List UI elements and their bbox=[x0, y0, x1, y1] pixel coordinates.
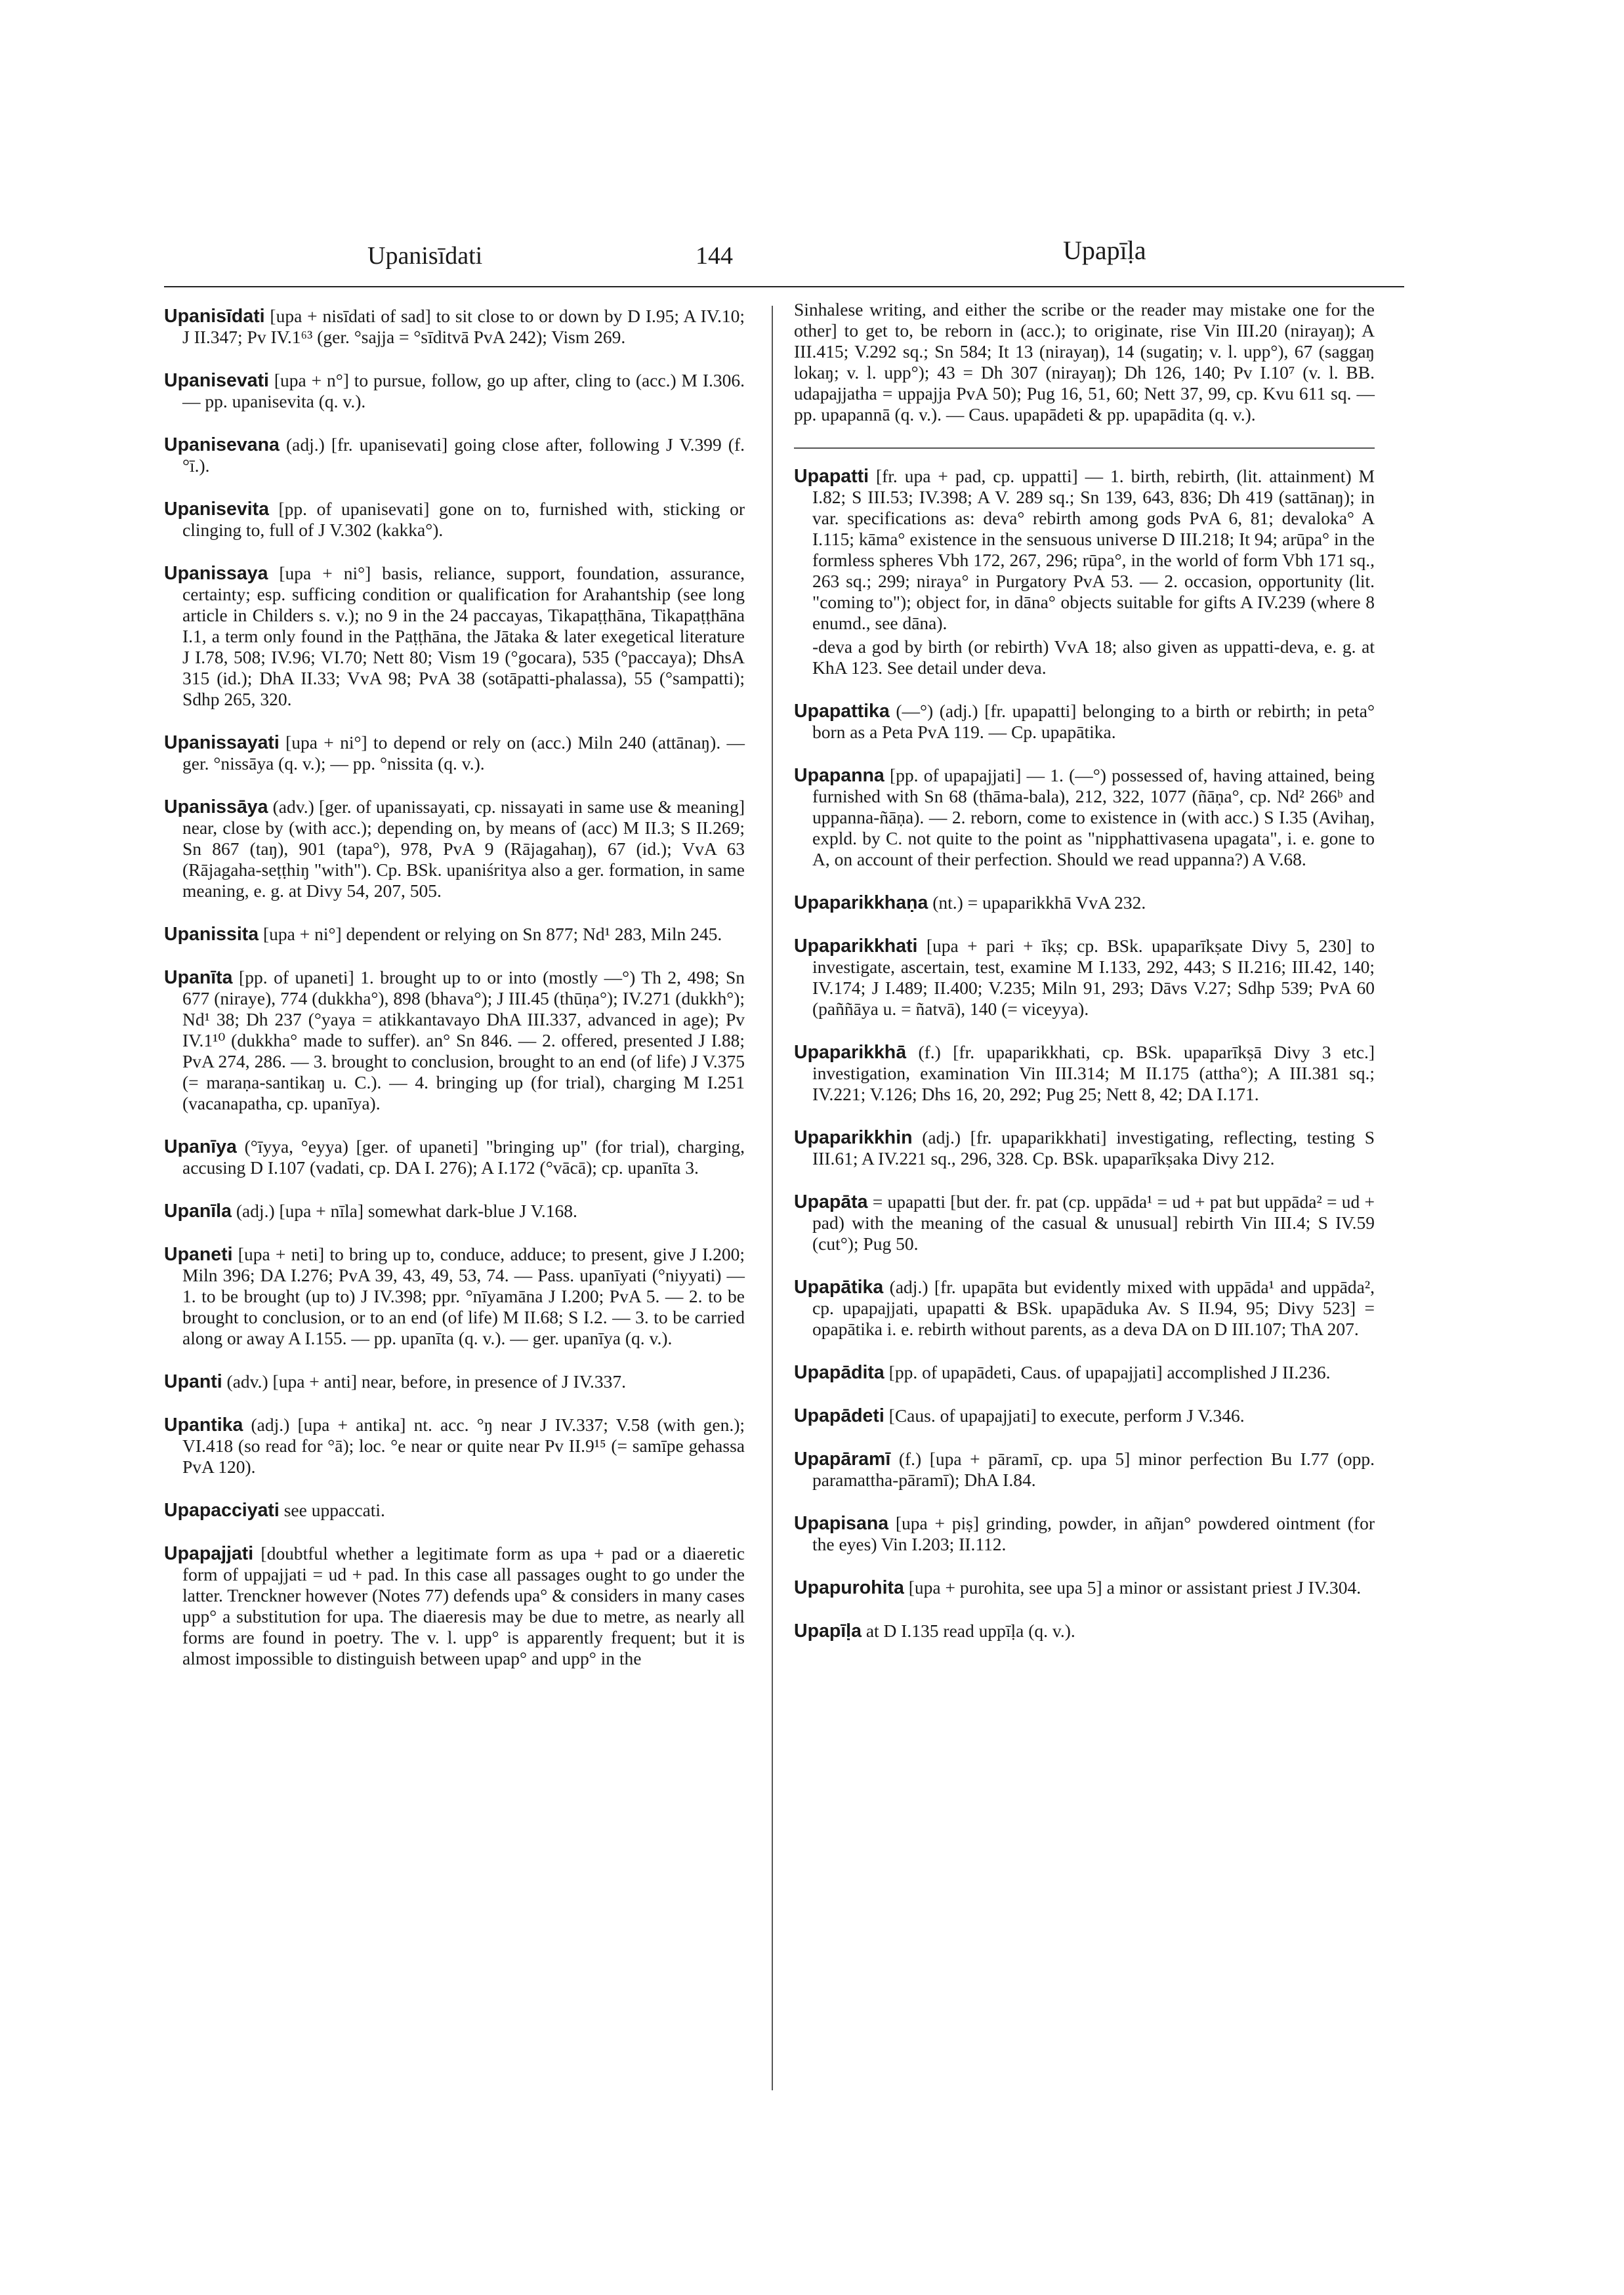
column-divider bbox=[772, 306, 773, 2090]
entry-definition: [pp. of upaneti] 1. brought up to or into (mostly —°) Th 2, 498; Sn 677 (niraye), 774 (dukkha°), 898 (bhava°); J III.45 (thūṇa°); IV.271 (dukkh°); Nd¹ 38; Dh 237 (°yaya = atikkantavayo DhA III.337, advanced in age); Pv IV.1¹⁰ (dukkha° made to suffer). an° Sn 846. — 2. offered, presented J I.88; PvA 274, 286. — 3. brought to conclusion, brought to an end (of life) J V.375 (= maraṇa-santikaŋ u. C.). — 4. bringing up (for trial), charging M I.251 (vacanapatha, cp. upanīya). bbox=[182, 967, 749, 1113]
dictionary-entry bbox=[794, 1449, 1379, 1491]
dictionary-entry bbox=[164, 434, 749, 476]
dictionary-entry bbox=[794, 1405, 1375, 1426]
entry-headword: Upanīta bbox=[164, 967, 233, 988]
dictionary-entry bbox=[794, 1621, 1375, 1642]
entry-definition: [upa + neti] to bring up to, conduce, adduce; to present, give J I.200; Miln 396; DA I.276; PvA 39, 43, 49, 53, 74. — Pass. upanīyati (°niyyati) — 1. to be brought (up to) J IV.398; ppr. °nīyamāna J I.200; PvA 5. — 2. to be brought to conclusion, or to an end (of life) M II.68; S I.2. — 3. to be carried along or away A I.155. — pp. upanīta (q. v.). — ger. upanīya (q. v.). bbox=[182, 1244, 749, 1348]
entry-definition: (adj.) [fr. upaparikkhati] investigating, reflecting, testing S III.61; A IV.221 sq., 296, 328. Cp. BSk. upaparīkṣaka Divy 212. bbox=[812, 1127, 1379, 1168]
right-column bbox=[794, 299, 1379, 1664]
first-headword-guide: Upanisīdati bbox=[367, 242, 483, 270]
entry-headword: Upapanna bbox=[794, 765, 885, 786]
entry-headword: Upapāramī bbox=[794, 1449, 891, 1470]
entry-definition: [fr. upa + pad, cp. uppatti] — 1. birth, rebirth, (lit. attainment) M I.82; S III.53; IV.398; A V. 289 sq.; Sn 139, 643, 836; Dh 419 (sattānaŋ); in var. specifications as: deva° rebirth among gods PvA 6, 81; devaloka° A I.115; kāma° existence in the sensuous universe D III.218; It 94; arūpa° in the formless spheres Vbh 172, 267, 296; rūpa°, in the world of form Vbh 171 sq., 263 sq.; 299; niraya° in Purgatory PvA 53. — 2. occasion, opportunity (lit. "coming to"); object for, in dāna° objects suitable for gifts A IV.239 (where 8 enumd., see dāna). bbox=[812, 466, 1379, 633]
entry-definition: (f.) [fr. upaparikkhati, cp. BSk. upaparīkṣā Divy 3 etc.] investigation, examination Vin III.314; M II.175 (attha°); A III.381 sq.; IV.221; V.126; Dhs 16, 20, 292; Pug 25; Nett 8, 42; DA I.171. bbox=[812, 1042, 1379, 1104]
running-head bbox=[367, 236, 1391, 281]
dictionary-entry bbox=[794, 765, 1379, 870]
dictionary-entry bbox=[164, 796, 749, 901]
entry-definition: [upa + ni°] basis, reliance, support, foundation, assurance, certainty; esp. sufficing condition or qualification for Arahantship (see long article in Childers s. v.); no 9 in the 24 paccayas, Tikapaṭṭhāna, Tikapaṭṭhāna I.1, a term only found in the Paṭṭhāna, the Jātaka & later exegetical literature J I.78, 508; IV.96; VI.70; Nett 80; Vism 19 (°gocara), 535 (°paccaya); DhsA 315 (id.); DhA II.33; VvA 98; PvA 38 (sotāpatti-phalassa), 55 (°sampatti); Sdhp 265, 320. bbox=[182, 563, 749, 709]
dictionary-entry bbox=[164, 967, 749, 1114]
entry-headword: Upanisevana bbox=[164, 434, 280, 455]
dictionary-entry bbox=[164, 306, 749, 348]
dictionary-entry bbox=[794, 1577, 1375, 1598]
dictionary-entry bbox=[164, 1201, 745, 1222]
entry-definition: (—°) (adj.) [fr. upapatti] belonging to a birth or rebirth; in peta° born as a Peta PvA 119. — Cp. upapātika. bbox=[812, 701, 1379, 742]
entry-definition: [upa + nisīdati of sad] to sit close to or down by D I.95; A IV.10; J II.347; Pv IV.1⁶³ (ger. °sajja = °sīditvā PvA 242); Vism 269. bbox=[182, 306, 749, 347]
header-rule bbox=[164, 286, 1404, 287]
entry-headword: Upaneti bbox=[164, 1244, 233, 1265]
entry-headword: Upapādeti bbox=[794, 1405, 885, 1426]
entry-headword: Upanissaya bbox=[164, 563, 268, 584]
entry-definition: [upa + n°] to pursue, follow, go up after, cling to (acc.) M I.306. — pp. upanisevita (q. v.). bbox=[182, 370, 749, 411]
entry-definition: [Caus. of upapajjati] to execute, perform J V.346. bbox=[884, 1405, 1245, 1426]
entry-definition: [upa + pari + īkṣ; cp. BSk. upaparīkṣate Divy 5, 230] to investigate, ascertain, test, examine M I.133, 292, 443; S II.216; III.42, 140; IV.174; J I.489; II.400; V.235; Miln 91, 293; Dāvs V.27; Sdhp 539; PvA 60 (paññāya u. = ñatvā), 140 (= viceyya). bbox=[812, 936, 1379, 1019]
entry-headword: Upapattika bbox=[794, 701, 890, 722]
dictionary-entry bbox=[164, 1244, 749, 1349]
entry-definition: at D I.135 read uppīḷa (q. v.). bbox=[861, 1621, 1075, 1641]
entry-definition: (adj.) [fr. upapāta but evidently mixed with uppāda¹ and uppāda², cp. upapajjati, upapatti & BSk. upapāduka Av. S II.94, 95; Divy 523] = opapātika i. e. rebirth without parents, as a deva DA on D III.107; ThA 207. bbox=[812, 1277, 1379, 1339]
entry-headword: Upanisevita bbox=[164, 499, 269, 520]
entry-headword: Upanissāya bbox=[164, 796, 268, 817]
entry-headword: Upantika bbox=[164, 1415, 243, 1436]
entry-headword: Upapīḷa bbox=[794, 1621, 862, 1642]
entry-headword: Upapurohita bbox=[794, 1577, 904, 1598]
dictionary-entry bbox=[794, 936, 1379, 1020]
entry-headword: Upapādita bbox=[794, 1362, 885, 1383]
dictionary-entry bbox=[164, 370, 749, 412]
page-number: 144 bbox=[696, 242, 733, 270]
section-rule bbox=[794, 447, 1375, 449]
dictionary-entry bbox=[164, 1136, 749, 1178]
dictionary-entry bbox=[164, 732, 749, 774]
entry-headword: Upapisana bbox=[794, 1513, 889, 1534]
entry-headword: Upapāta bbox=[794, 1191, 868, 1212]
entry-headword: Upanīla bbox=[164, 1201, 232, 1222]
dictionary-entry bbox=[164, 924, 745, 945]
entry-definition: [pp. of upanisevati] gone on to, furnished with, sticking or clinging to, full of J V.302 (kakka°). bbox=[182, 499, 749, 540]
entry-headword: Upaparikkhā bbox=[794, 1042, 907, 1063]
entry-headword: Upaparikkhin bbox=[794, 1127, 913, 1148]
entry-headword: Upaparikkhaṇa bbox=[794, 892, 928, 913]
dictionary-entry bbox=[164, 563, 749, 710]
dictionary-entry bbox=[164, 499, 749, 541]
entry-definition: (°īyya, °eyya) [ger. of upaneti] "bringing up" (for trial), charging, accusing D I.107 (vadati, cp. DA I. 276); A I.172 (°vācā); cp. upanīta 3. bbox=[182, 1136, 749, 1178]
entry-definition: (nt.) = upaparikkhā VvA 232. bbox=[928, 892, 1146, 913]
dictionary-entry bbox=[794, 1042, 1379, 1105]
entry-definition: (adv.) [upa + anti] near, before, in presence of J IV.337. bbox=[222, 1371, 627, 1392]
entry-headword: Upapatti bbox=[794, 466, 869, 487]
dictionary-entry bbox=[794, 1513, 1379, 1555]
entry-definition: [doubtful whether a legitimate form as upa + pad or a diaeretic form of uppajjati = ud + pad. In this case all passages ought to go under the latter. Trenckner however (Notes 77) defends upa° & considers in many cases upp° a substitution for upa. The diaeresis may be due to metre, as nearly all forms are found in poetry. The v. l. upp° is apparently frequent; but it is almost impossible to distinguish between upap° and upp° in the bbox=[182, 1543, 749, 1668]
entry-definition: [upa + purohita, see upa 5] a minor or assistant priest J IV.304. bbox=[904, 1577, 1362, 1598]
entry-headword: Upaparikkhati bbox=[794, 936, 918, 957]
dictionary-entry bbox=[794, 466, 1379, 678]
entry-headword: Upanti bbox=[164, 1371, 222, 1392]
dictionary-entry bbox=[164, 1500, 745, 1521]
entry-definition: [upa + piṣ] grinding, powder, in añjan° powdered ointment (for the eyes) Vin I.203; II.112. bbox=[812, 1513, 1379, 1554]
entry-definition: (f.) [upa + pāramī, cp. upa 5] minor perfection Bu I.77 (opp. paramattha-pāramī); DhA I.84. bbox=[812, 1449, 1379, 1490]
entry-definition: [pp. of upapajjati] — 1. (—°) possessed of, having attained, being furnished with Sn 68 (thāma-bala), 212, 322, 1077 (ñāṇa°, cp. Nd² 266ᵇ and uppanna-ñāṇa). — 2. reborn, come to existence in (with acc.) S I.35 (Avihaŋ, expld. by C. not quite to the point as "nipphattivasena upagata", i. e. gone to A, on account of their perfection. Should we read uppanna?) A V.68. bbox=[812, 765, 1379, 869]
entry-definition: (adj.) [upa + nīla] somewhat dark-blue J V.168. bbox=[231, 1201, 577, 1221]
dictionary-entry bbox=[164, 1415, 749, 1478]
entry-headword: Upanissayati bbox=[164, 732, 280, 753]
dictionary-entry bbox=[794, 1277, 1379, 1340]
dictionary-entry bbox=[794, 1191, 1379, 1254]
dictionary-entry bbox=[164, 1371, 745, 1392]
entry-definition: (adv.) [ger. of upanissayati, cp. nissayati in same use & meaning] near, close by (with acc.); depending on, by means of (acc) M II.3; S II.269; Sn 867 (taŋ), 901 (tapa°), 978, PvA 9 (Rājagahaŋ), 67 (id.); VvA 63 (Rājagaha-seṭṭhiŋ "with"). Cp. BSk. upaniśritya also a ger. formation, in same meaning, e. g. at Divy 54, 207, 505. bbox=[182, 796, 749, 901]
dictionary-entry bbox=[164, 1543, 749, 1669]
dictionary-entry bbox=[794, 701, 1379, 743]
dictionary-entry bbox=[794, 892, 1375, 913]
entry-definition: [upa + ni°] dependent or relying on Sn 877; Nd¹ 283, Miln 245. bbox=[259, 924, 722, 944]
entry-subentry: -deva a god by birth (or rebirth) VvA 18; also given as uppatti-deva, e. g. at KhA 123. See detail under deva. bbox=[812, 636, 1375, 678]
entry-headword: Upanīya bbox=[164, 1136, 237, 1157]
entry-definition: (adj.) [upa + antika] nt. acc. °ŋ near J IV.337; V.58 (with gen.); VI.418 (so read for °ā); loc. °e near or quite near Pv II.9¹⁵ (= samīpe gehassa PvA 120). bbox=[182, 1415, 749, 1477]
entry-headword: Upanisīdati bbox=[164, 306, 265, 327]
left-column bbox=[164, 306, 749, 1691]
entry-definition: (adj.) [fr. upanisevati] going close after, following J V.399 (f. °ī.). bbox=[182, 434, 749, 476]
entry-definition: [pp. of upapādeti, Caus. of upapajjati] accomplished J II.236. bbox=[884, 1362, 1331, 1382]
last-headword-guide: Upapīḷa bbox=[1063, 236, 1146, 265]
entry-definition: = upapatti [but der. fr. pat (cp. uppāda¹ = ud + pat but uppāda² = ud + pad) with the meaning of the casual & unusual] rebirth Vin III.4; S IV.59 (cut°); Pug 50. bbox=[812, 1191, 1379, 1254]
entry-definition: [upa + ni°] to depend or rely on (acc.) Miln 240 (attānaŋ). — ger. °nissāya (q. v.); — pp. °nissita (q. v.). bbox=[182, 732, 749, 774]
entry-definition: see uppaccati. bbox=[279, 1500, 385, 1520]
dictionary-entry bbox=[794, 1362, 1375, 1383]
entry-headword: Upapacciyati bbox=[164, 1500, 280, 1521]
entry-headword: Upanisevati bbox=[164, 370, 269, 391]
dictionary-entry bbox=[794, 1127, 1379, 1169]
entry-headword: Upapajjati bbox=[164, 1543, 254, 1564]
entry-headword: Upanissita bbox=[164, 924, 259, 945]
entry-continuation: Sinhalese writing, and either the scribe or the reader may mistake one for the other] to get to, be reborn in (acc.); to originate, rise Vin III.20 (nirayaŋ); A III.415; V.292 sq.; Sn 584; It 13 (nirayaŋ), 14 (sugatiŋ; v. l. upp°), 67 (saggaŋ lokaŋ; v. l. upp°); 43 = Dh 307 (nirayaŋ); Dh 126, 140; Pv I.10⁷ (v. l. BB. udapajjatha = uppajja PvA 50); Pug 16, 51, 60; Nett 37, 99, cp. Kvu 611 sq. — pp. upapannā (q. v.). — Caus. upapādeti & pp. upapādita (q. v.). bbox=[794, 299, 1375, 424]
entry-headword: Upapātika bbox=[794, 1277, 884, 1298]
